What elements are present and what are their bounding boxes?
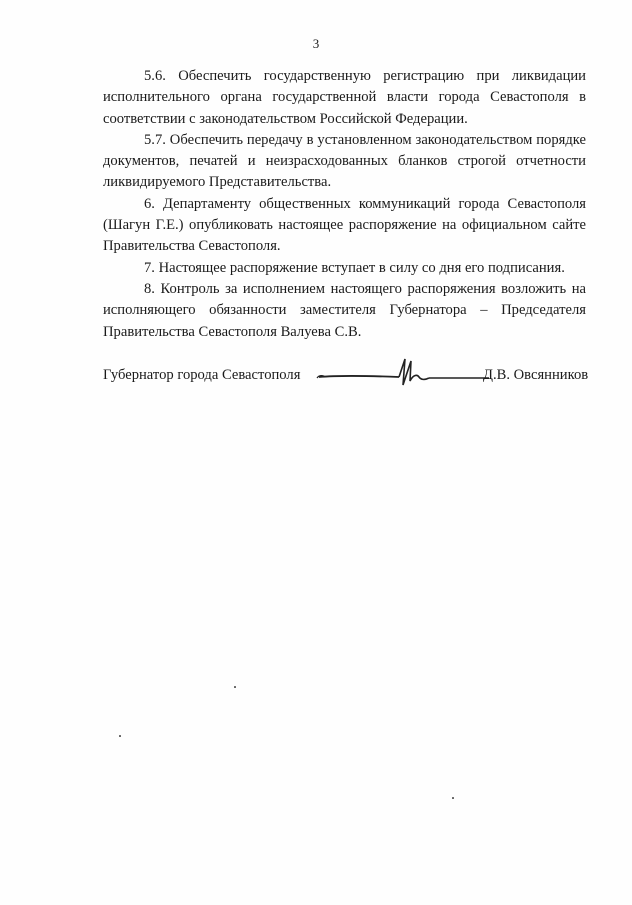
paragraph-6: 6. Департаменту общественных коммуникаций города Севастополя (Шагун Г.Е.) опубликовать настоящее распоряжение на официальном сайте Правительства Севастополя. (103, 195, 586, 255)
document-body (103, 66, 586, 343)
paragraph-5-7: 5.7. Обеспечить передачу в установленном законодательством порядке документов, печатей и неизрасходованных бланков строгой отчетности ликвидируемого Представительства. (103, 131, 586, 191)
signatory-name: Д.В. Овсянников (483, 367, 589, 383)
scan-speck (119, 735, 121, 737)
paragraph-5-6: 5.6. Обеспечить государственную регистрацию при ликвидации исполнительного органа государственной власти города Севастополя в соответствии с законодательством Российской Федерации. (103, 68, 586, 127)
page-number: 3 (312, 36, 320, 51)
signatory-position: Губернатор города Севастополя (103, 367, 301, 383)
paragraph-7: 7. Настоящее распоряжение вступает в силу со дня его подписания. (144, 259, 565, 276)
handwritten-signature (313, 355, 493, 391)
scan-speck (452, 797, 454, 799)
paragraph-8: 8. Контроль за исполнением настоящего распоряжения возложить на исполняющего обязанности заместителя Губернатора – Председателя Правительства Севастополя Валуева С.В. (103, 280, 586, 340)
signature-block (103, 355, 598, 395)
scan-speck (234, 686, 236, 688)
